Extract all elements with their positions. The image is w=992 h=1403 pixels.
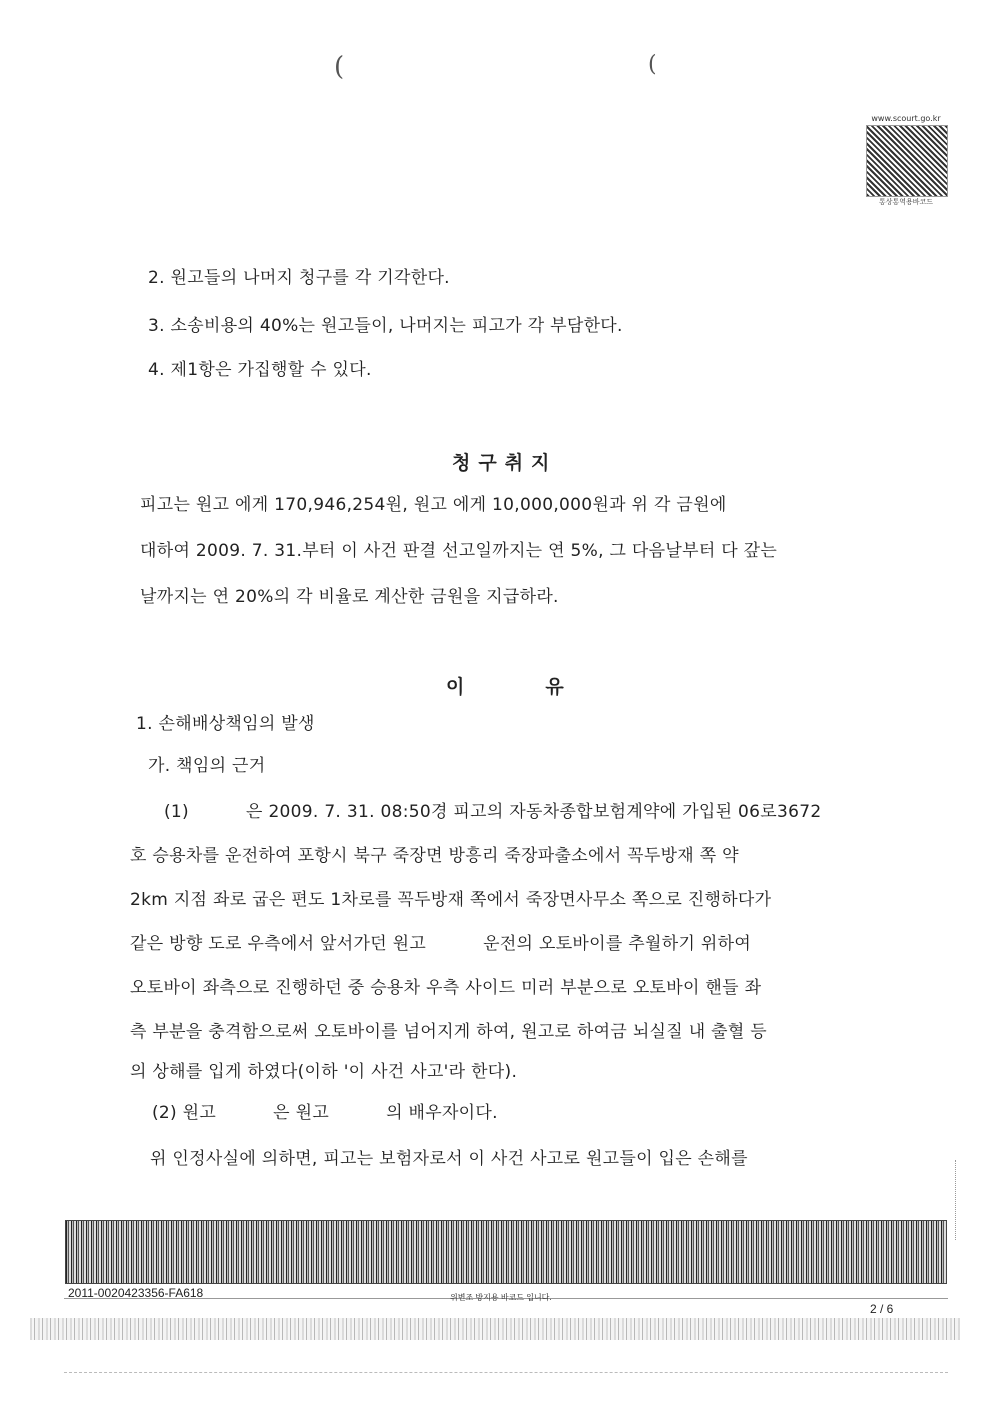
anti-forgery-barcode-icon	[65, 1220, 947, 1284]
reason-line: (2) 원고 은 원고 의 배우자이다.	[152, 1103, 498, 1123]
judgment-item: 4. 제1항은 가집행할 수 있다.	[148, 360, 372, 380]
qr-caption: 통상통역용바코드	[878, 198, 934, 206]
reason-subheading: 1. 손해배상책임의 발생	[136, 714, 315, 734]
judgment-item: 3. 소송비용의 40%는 원고들이, 나머지는 피고가 각 부담한다.	[148, 316, 623, 336]
reason-line: 2km 지점 좌로 굽은 편도 1차로를 꼭두방재 쪽에서 죽장면사무소 쪽으로 진행하다가	[130, 890, 772, 910]
reason-line: (1) 은 2009. 7. 31. 08:50경 피고의 자동차종합보험계약에 가입된 06로3672	[164, 802, 822, 822]
reason-line: 호 승용차를 운전하여 포항시 북구 죽장면 방흥리 죽장파출소에서 꼭두방재 쪽 약	[130, 846, 739, 866]
barcode-note: 위변조 방지용 바코드 입니다.	[450, 1293, 552, 1302]
judgment-item: 2. 원고들의 나머지 청구를 각 기각한다.	[148, 268, 450, 288]
reason-line: 같은 방향 도로 우측에서 앞서가던 원고 운전의 오토바이를 추월하기 위하여	[130, 934, 752, 954]
reason-line: 오토바이 좌측으로 진행하던 중 승용차 우측 사이드 미러 부분으로 오토바이 핸들 좌	[130, 978, 762, 998]
qr-site-text: www.scourt.go.kr	[871, 114, 941, 123]
scan-mark: (	[334, 52, 345, 82]
document-id: 2011-0020423356-FA618	[68, 1286, 204, 1300]
scan-mark: (	[648, 52, 657, 77]
claim-line: 날까지는 연 20%의 각 비율로 계산한 금원을 지급하라.	[140, 587, 559, 607]
reason-line: 측 부분을 충격함으로써 오토바이를 넘어지게 하여, 원고로 하여금 뇌실질 내 출혈 등	[130, 1022, 767, 1042]
reason-heading: 이 유	[446, 676, 572, 698]
scan-edge	[955, 1160, 957, 1240]
reason-line: 의 상해를 입게 하였다(이하 '이 사건 사고'라 한다).	[130, 1062, 518, 1082]
reason-subsection: 가. 책임의 근거	[148, 756, 266, 776]
bottom-dash	[64, 1372, 948, 1374]
claim-line: 대하여 2009. 7. 31.부터 이 사건 판결 선고일까지는 연 5%, 그 다음날부터 다 갚는	[140, 541, 778, 561]
claim-heading: 청구취지	[452, 452, 558, 474]
reason-line: 위 인정사실에 의하면, 피고는 보험자로서 이 사건 사고로 원고들이 입은 손해를	[150, 1149, 748, 1169]
claim-line: 피고는 원고 에게 170,946,254원, 원고 에게 10,000,000원과 위 각 금원에	[140, 495, 727, 515]
qr-code-icon	[866, 125, 948, 197]
page-number: 2 / 6	[870, 1302, 894, 1316]
scan-noise-strip	[30, 1318, 960, 1340]
